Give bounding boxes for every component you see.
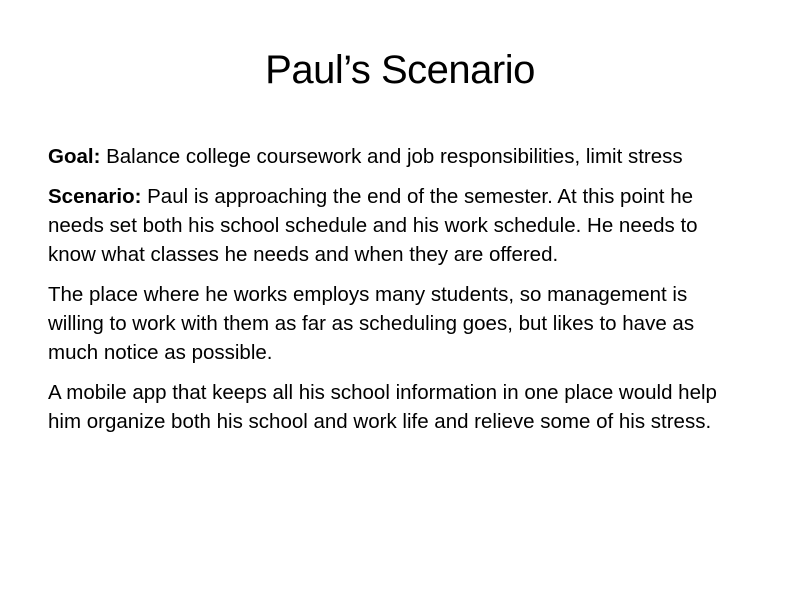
- workplace-paragraph: The place where he works employs many students, so management is willing to work with them as far as scheduling goes, but likes to have as much notice as possible.: [48, 283, 695, 364]
- goal-text: Balance college coursework and job responsibilities, limit stress: [100, 145, 683, 168]
- scenario-paragraph: [48, 182, 748, 269]
- goal-paragraph: [48, 142, 748, 171]
- app-paragraph: A mobile app that keeps all his school information in one place would help him organize both his school and work life and relieve some of his stress.: [48, 381, 717, 433]
- slide-body: [48, 142, 748, 447]
- slide-title: Paul’s Scenario: [265, 48, 535, 92]
- scenario-label: Scenario:: [48, 185, 142, 208]
- goal-label: Goal:: [48, 145, 101, 168]
- scenario-text: Paul is approaching the end of the semester. At this point he needs set both his school schedule and his work schedule. He needs to know what classes he needs and when they are offered.: [48, 185, 698, 266]
